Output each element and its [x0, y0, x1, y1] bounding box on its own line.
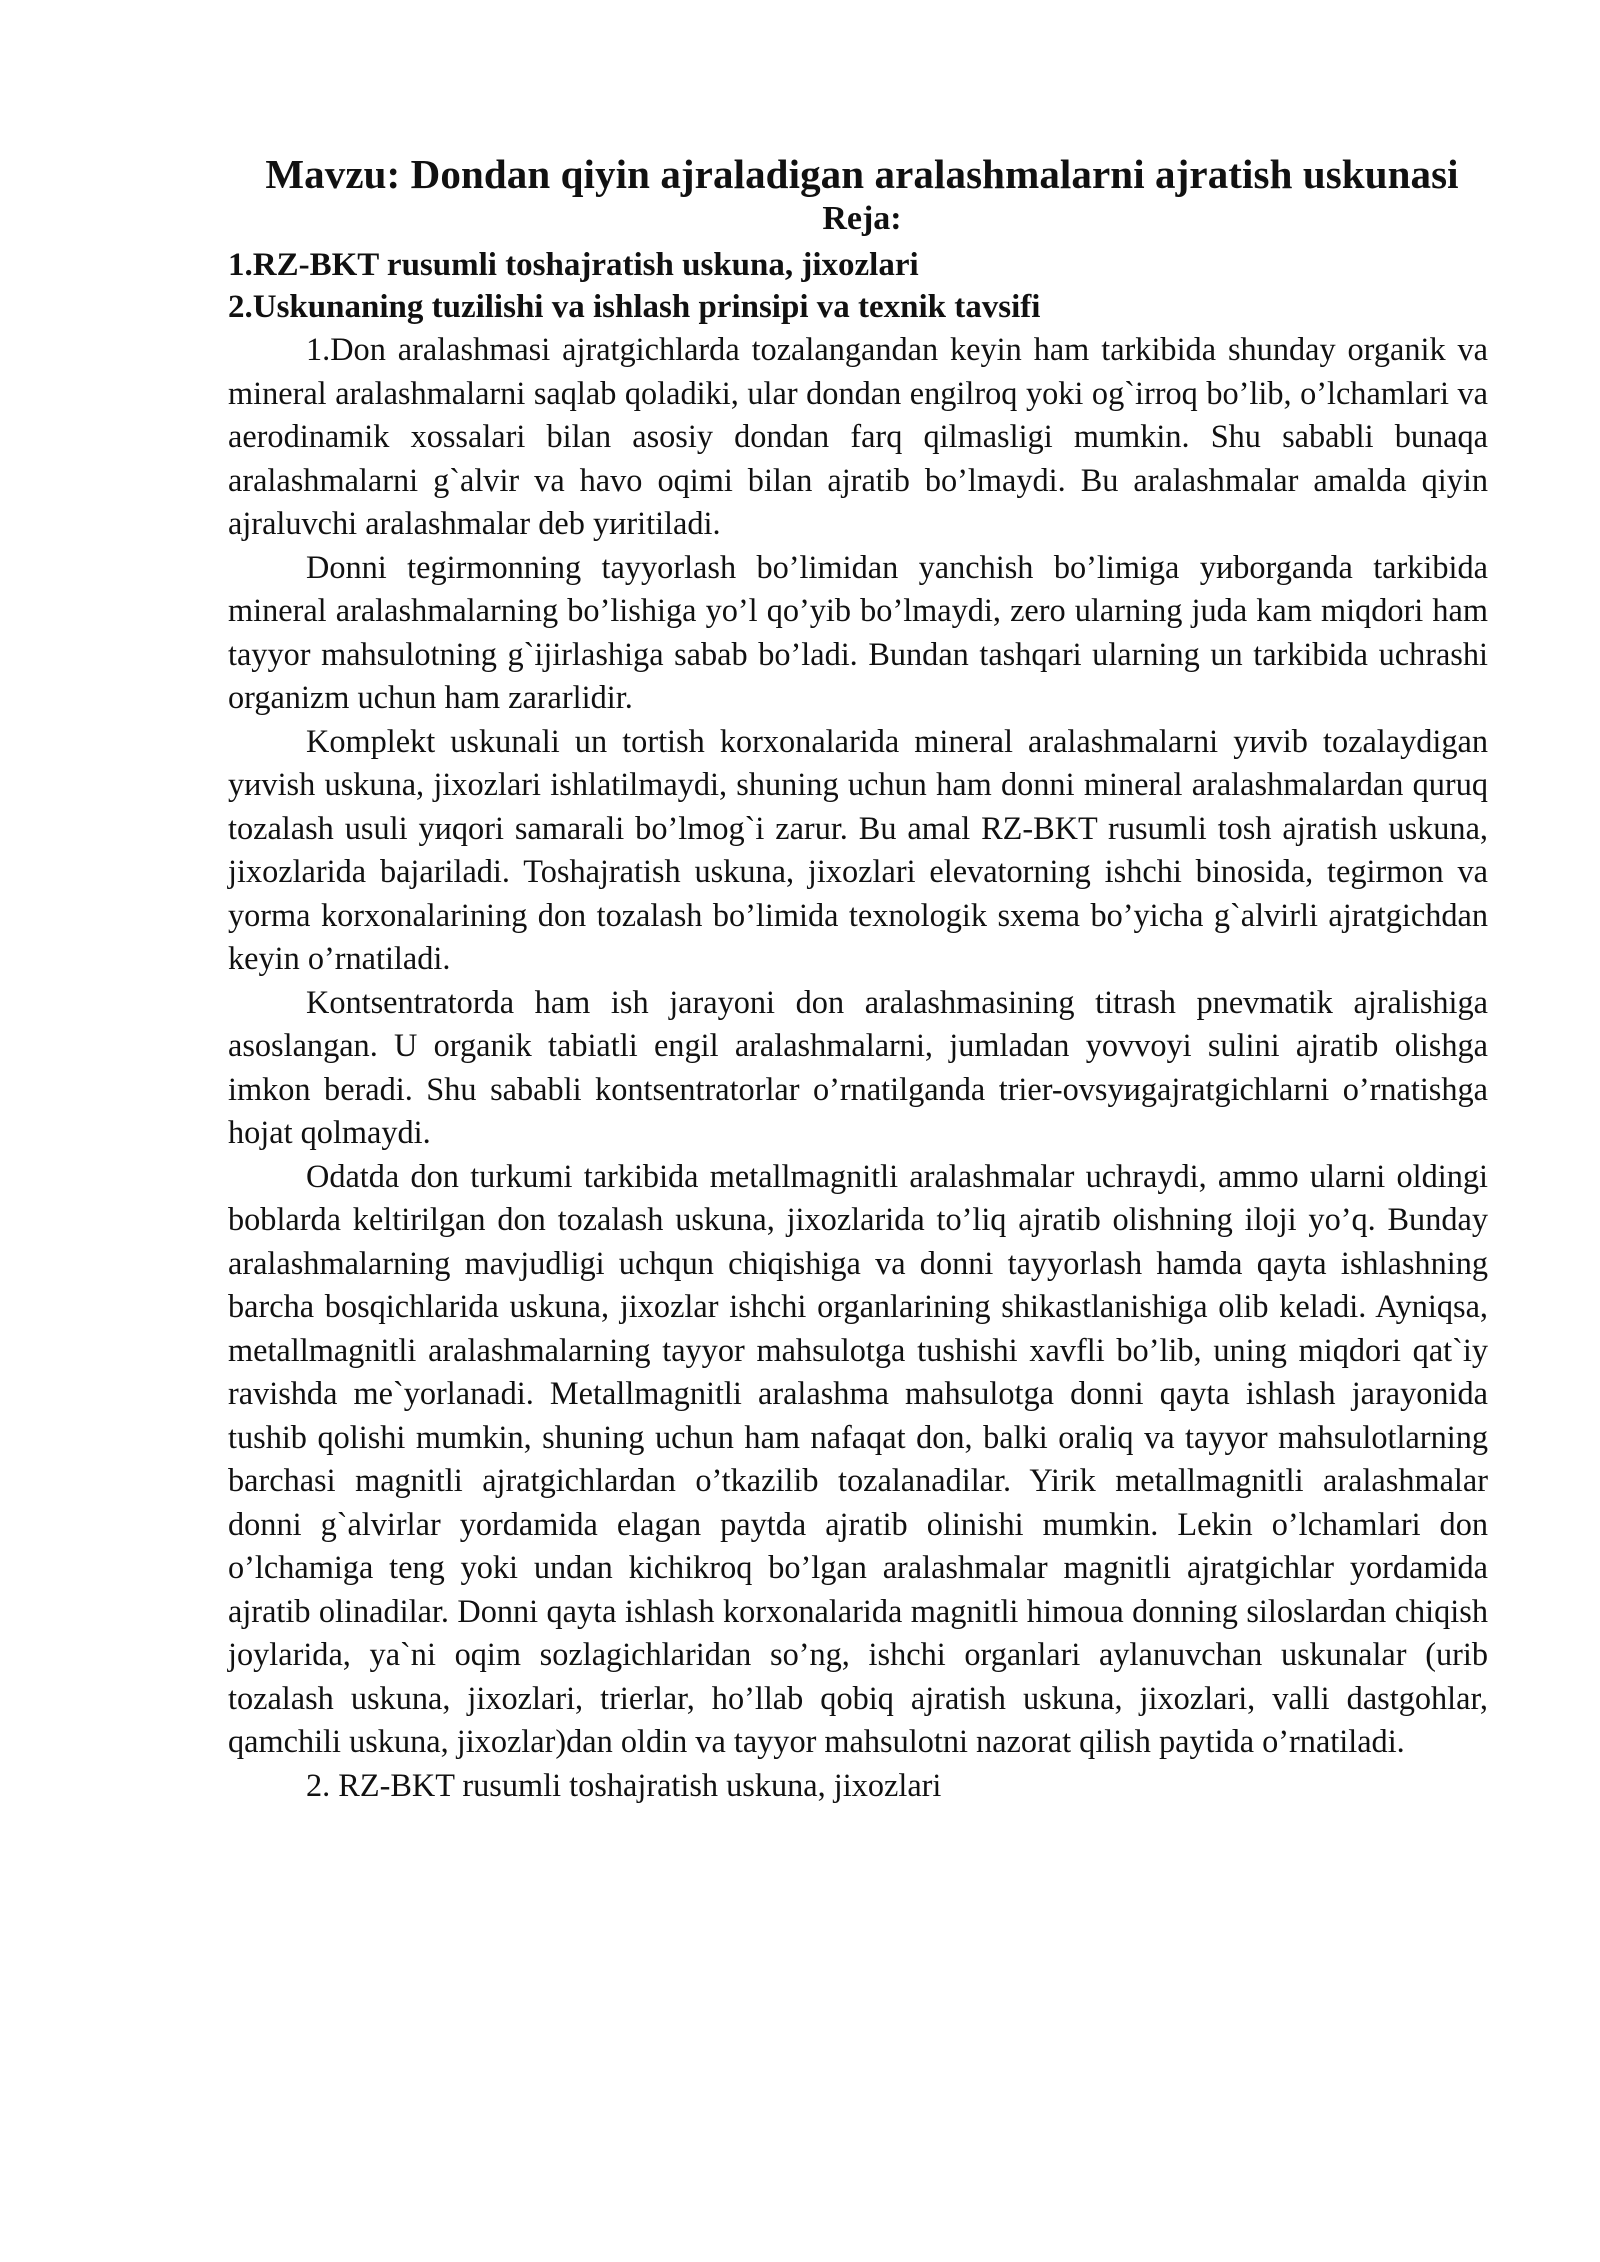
document-page [228, 148, 1488, 1807]
plan-item-2: 2.Uskunaning tuzilishi va ishlash prinsipi va texnik tavsifi [228, 289, 1041, 325]
section-2-heading: 2. RZ-BKT rusumli toshajratish uskuna, jixozlari [306, 1766, 942, 1803]
plan-item-1: 1.RZ-BKT rusumli toshajratish uskuna, jixozlari [228, 247, 919, 283]
paragraph-5: Odatda don turkumi tarkibida metallmagnitli aralashmalar uchraydi, ammo ularni oldingi boblarda keltirilgan don tozalash uskuna, jixozlarida to’liq ajratib olishning iloji yo’q. Bunday aralashmalarning mavjudligi uchqun chiqishiga va donni tayyorlash hamda qayta ishlashning barcha bosqichlarida uskuna, jixozlar ishchi organlarining shikastlanishiga olib keladi. Ayniqsa, metallmagnitli aralashmalarning tayyor mahsulotga tushishi xavfli bo’lib, uning miqdori qat`iy ravishda me`yorlanadi. Metallmagnitli aralashma mahsulotga donni qayta ishlash jarayonida tushib qolishi mumkin, shuning uchun ham nafaqat don, balki oraliq va tayyor mahsulotlarning barchasi magnitli ajratgichlardan o’tkazilib tozalanadilar. Yirik metallmagnitli aralashmalar donni g`alvirlar yordamida elagan paytda ajratib olinishi mumkin. Lekin o’lchamlari don o’lchamiga teng yoki undan kichikroq bo’lgan aralashmalar magnitli ajratgichlar yordamida ajratib olinadilar. Donni qayta ishlash korxonalarida magnitli himoua donning siloslardan chiqish joylarida, ya`ni oqim sozlagichlaridan so’ng, ishchi organlari aylanuvchan uskunalar (urib tozalash uskuna, jixozlari, trierlar, ho’llab qobiq ajratish uskuna, jixozlari, valli dastgohlar, qamchili uskuna, jixozlar)dan oldin va tayyor mahsulotni nazorat qilish paytida o’rnatiladi. [228, 1157, 1488, 1759]
paragraph-1: 1.Don aralashmasi ajratgichlarda tozalangandan keyin ham tarkibida shunday organik va mineral aralashmalarni saqlab qoladiki, ular dondan engilroq yoki og`irroq bo’lib, o’lchamlari va aerodinamik xossalari bilan asosiy dondan farq qilmasligi mumkin. Shu sababli bunaqa aralashmalarni g`alvir va havo oqimi bilan ajratib bo’lmaydi. Bu aralashmalar amalda qiyin ajraluvchi aralashmalar deb yиritiladi. [228, 331, 1488, 541]
document-title: Mavzu: Dondan qiyin ajraladigan aralashmalarni ajratish uskunasi [265, 151, 1459, 197]
paragraph-2: Donni tegirmonning tayyorlash bo’limidan yanchish bo’limiga yиborganda tarkibida mineral aralashmalarning bo’lishiga yo’l qo’yib bo’lmaydi, zero ularning juda kam miqdori ham tayyor mahsulotning g`ijirlashiga sabab bo’ladi. Bundan tashqari ularning un tarkibida uchrashi organizm uchun ham zararlidir. [228, 548, 1488, 715]
paragraph-4: Kontsentratorda ham ish jarayoni don aralashmasining titrash pnevmatik ajralishiga asoslangan. U organik tabiatli engil aralashmalarni, jumladan yovvoyi sulini ajratib olishga imkon beradi. Shu sababli kontsentratorlar o’rnatilganda trier-ovsyиgajratgichlarni o’rnatishga hojat qolmaydi. [228, 983, 1488, 1150]
paragraph-3: Komplekt uskunali un tortish korxonalarida mineral aralashmalarni yиvib tozalaydigan yиvish uskuna, jixozlari ishlatilmaydi, shuning uchun ham donni mineral aralashmalardan quruq tozalash usuli yиqori samarali bo’lmog`i zarur. Bu amal RZ-BKT rusumli tosh ajratish uskuna, jixozlarida bajariladi. Toshajratish uskuna, jixozlari elevatorning ishchi binosida, tegirmon va yorma korxonalarining don tozalash bo’limida texnologik sxema bo’yicha g`alvirli ajratgichdan keyin o’rnatiladi. [228, 722, 1488, 976]
plan-heading: Reja: [822, 200, 902, 237]
